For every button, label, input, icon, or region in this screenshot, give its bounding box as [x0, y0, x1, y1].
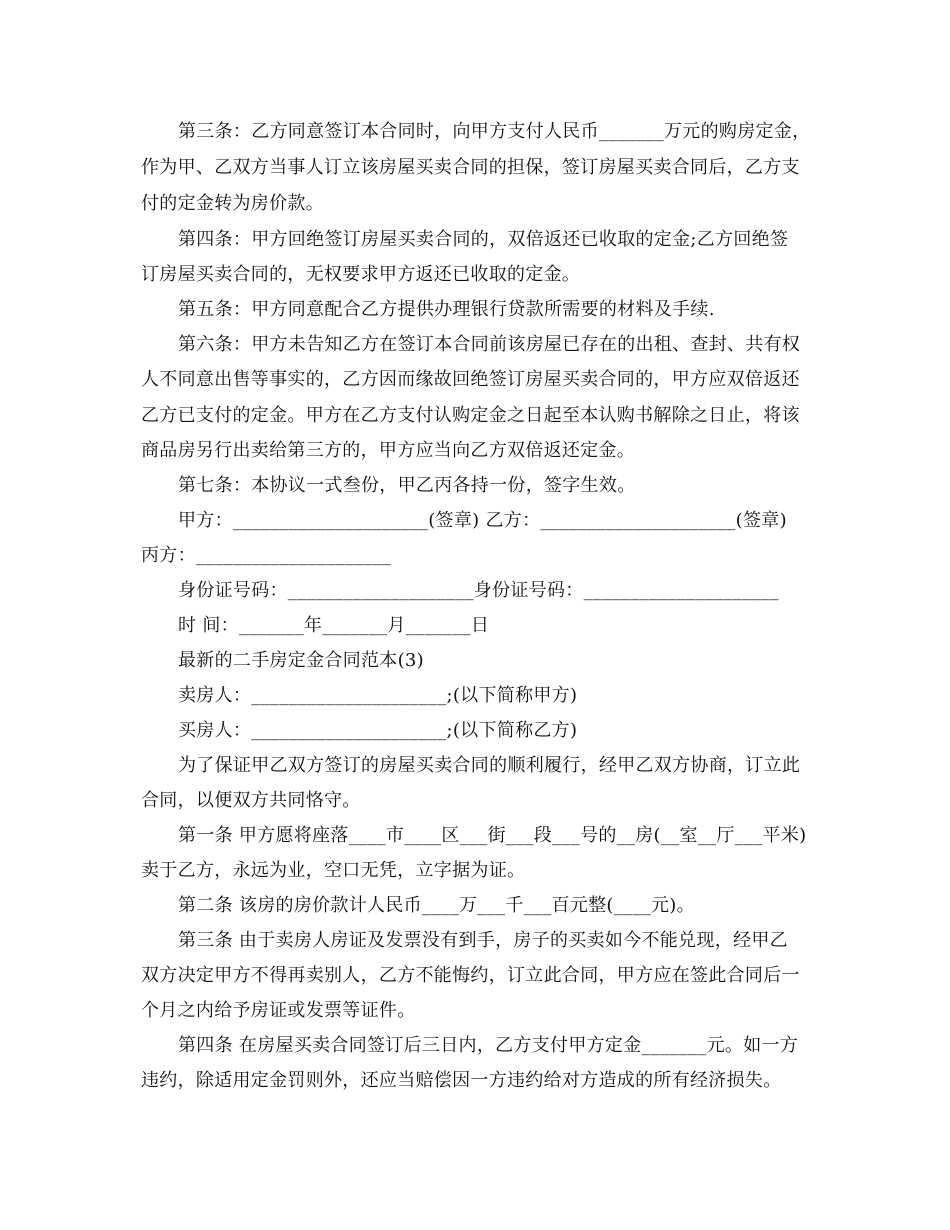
paragraph-line: 商品房另行出卖给第三方的，甲方应当向乙方双倍返还定金。 — [141, 440, 636, 461]
paragraph-line: 第二条 该房的房价款计人民币____万___千___百元整(____元)。 — [178, 895, 695, 916]
section-title: 最新的二手房定金合同范本(3) — [178, 650, 424, 671]
paragraph-line: 人不同意出售等事实的，乙方因而缘故回绝签订房屋买卖合同的，甲方应双倍返还 — [141, 369, 800, 390]
paragraph-line: 第四条：甲方回绝签订房屋买卖合同的，双倍返还已收取的定金;乙方回绝签 — [178, 229, 789, 250]
buyer-line: 买房人：_____________________;(以下简称乙方) — [178, 720, 578, 741]
seller-line: 卖房人：_____________________;(以下简称甲方) — [178, 685, 578, 706]
paragraph-line: 第六条：甲方未告知乙方在签订本合同前该房屋已存在的出租、查封、共有权 — [178, 334, 801, 355]
paragraph-line: 为了保证甲乙双方签订的房屋买卖合同的顺利履行，经甲乙双方协商，订立此 — [178, 755, 801, 776]
paragraph-line: 第三条 由于卖房人房证及发票没有到手，房子的买卖如今不能兑现，经甲乙 — [178, 930, 788, 951]
id-number-line: 身份证号码：____________________身份证号码：_____________________ — [178, 580, 779, 601]
paragraph-line: 合同，以便双方共同恪守。 — [141, 790, 361, 811]
paragraph-line: 个月之内给予房证或发票等证件。 — [141, 1000, 416, 1021]
date-line: 时 间：_______年_______月_______日 — [178, 615, 490, 636]
paragraph-line: 卖于乙方，永远为业，空口无凭，立字据为证。 — [141, 860, 526, 881]
paragraph-line: 第三条：乙方同意签订本合同时，向甲方支付人民币_______万元的购房定金， — [178, 121, 811, 142]
paragraph-line: 乙方已支付的定金。甲方在乙方支付认购定金之日起至本认购书解除之日止，将该 — [141, 405, 800, 426]
paragraph-line: 订房屋买卖合同的，无权要求甲方返还已收取的定金。 — [141, 264, 581, 285]
paragraph-line: 第四条 在房屋买卖合同签订后三日内，乙方支付甲方定金_______元。如一方 — [178, 1035, 799, 1056]
paragraph-line: 付的定金转为房价款。 — [141, 193, 324, 214]
paragraph-line: 作为甲、乙双方当事人订立该房屋买卖合同的担保，签订房屋买卖合同后，乙方支 — [141, 157, 800, 178]
signature-line-party-c: 丙方：_____________________ — [141, 545, 392, 566]
paragraph-line: 第五条：甲方同意配合乙方提供办理银行贷款所需要的材料及手续. — [178, 299, 715, 320]
paragraph-line: 违约，除适用定金罚则外，还应当赔偿因一方违约给对方造成的所有经济损失。 — [141, 1070, 782, 1091]
signature-line-party-a-b: 甲方：_____________________(签章) 乙方：_____________________(签章) — [178, 510, 787, 531]
paragraph-line: 第一条 甲方愿将座落____市____区___街___段___号的__房(__室__厅___平米) — [178, 825, 807, 846]
paragraph-line: 双方决定甲方不得再卖别人，乙方不能悔约，订立此合同，甲方应在签此合同后一 — [141, 965, 800, 986]
paragraph-line: 第七条：本协议一式叁份，甲乙丙各持一份，签字生效。 — [178, 475, 636, 496]
